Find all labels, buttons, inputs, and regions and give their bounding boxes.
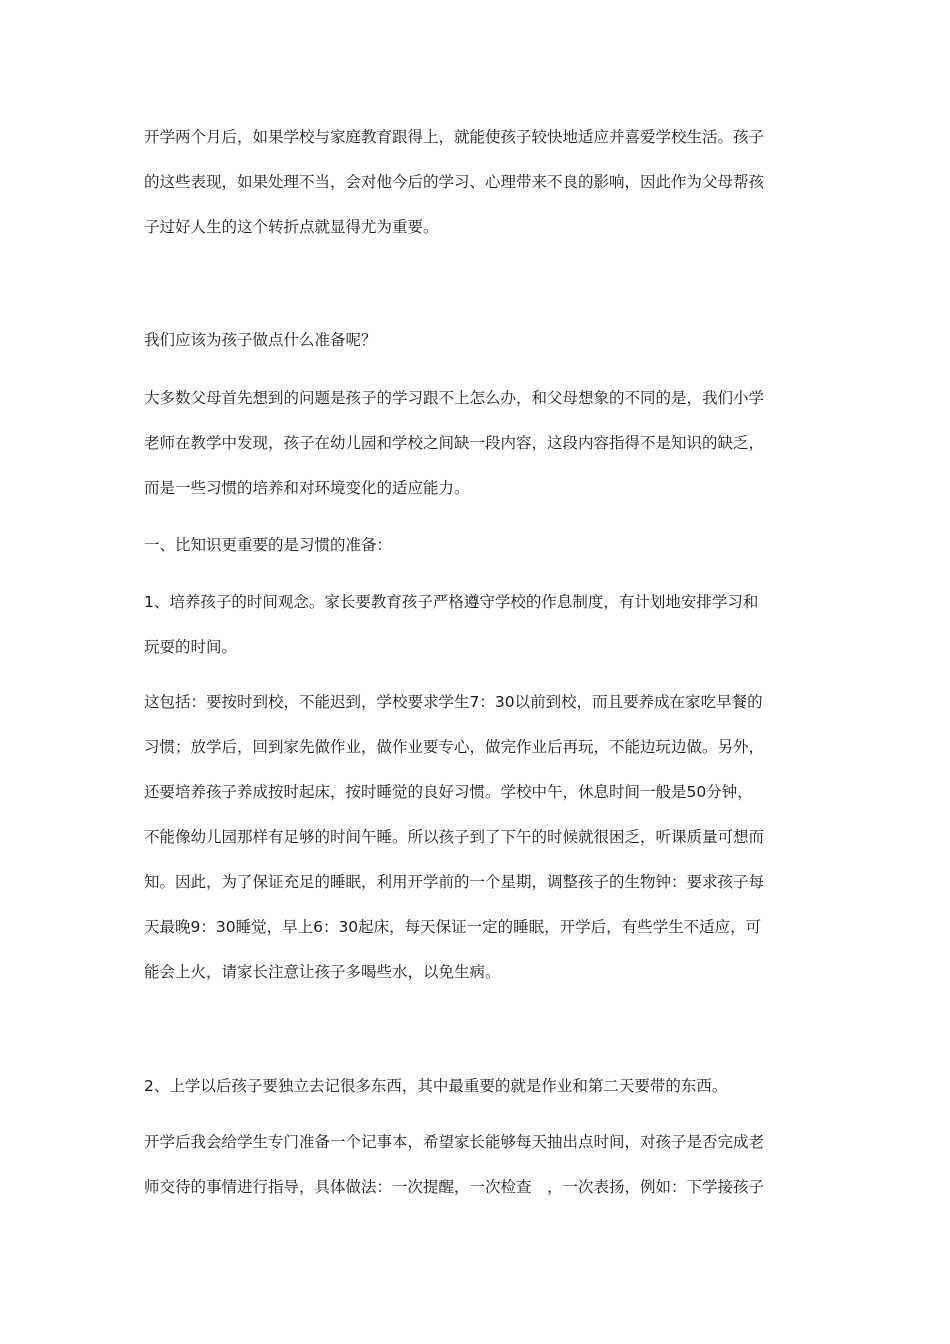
intro-paragraph [144, 115, 812, 250]
item-1-details-paragraph [144, 680, 812, 995]
section-heading [144, 530, 812, 560]
question-paragraph [144, 325, 812, 355]
text-line: 还要培养孩子养成按时起床，按时睡觉的良好习惯。学校中午，休息时间一般是50分钟， [144, 783, 753, 801]
text-line: 子过好人生的这个转折点就显得尤为重要。 [144, 218, 439, 236]
text-line: 习惯；放学后，回到家先做作业，做作业要专心，做完作业后再玩，不能边玩边做。另外， [144, 738, 765, 756]
text-line: 不能像幼儿园那样有足够的时间午睡。所以孩子到了下午的时候就很困乏，听课质量可想而 [144, 828, 765, 846]
text-line: 2、上学以后孩子要独立去记很多东西，其中最重要的就是作业和第二天要带的东西。 [144, 1077, 728, 1095]
text-line: 1、培养孩子的时间观念。家长要教育孩子严格遵守学校的作息制度，有计划地安排学习和 [144, 593, 759, 611]
text-line: 能会上火，请家长注意让孩子多喝些水，以免生病。 [144, 963, 501, 981]
item-2-paragraph [144, 1071, 812, 1101]
text-line: 玩耍的时间。 [144, 638, 238, 656]
text-line: 开学两个月后，如果学校与家庭教育跟得上，就能使孩子较快地适应并喜爱学校生活。孩子 [144, 128, 765, 146]
item-1-paragraph [144, 580, 812, 670]
text-line: 师交待的事情进行指导，具体做法：一次提醒，一次检查 ，一次表扬，例如：下学接孩子 [144, 1178, 765, 1196]
body-paragraph [144, 376, 812, 511]
text-line: 大多数父母首先想到的问题是孩子的学习跟不上怎么办，和父母想象的不同的是，我们小学 [144, 389, 765, 407]
text-line: 开学后我会给学生专门准备一个记事本，希望家长能够每天抽出点时间，对孩子是否完成老 [144, 1133, 765, 1151]
text-line: 天最晚9：30睡觉，早上6：30起床，每天保证一定的睡眠，开学后，有些学生不适应，可 [144, 918, 762, 936]
text-line: 我们应该为孩子做点什么准备呢？ [144, 331, 377, 349]
text-line: 老师在教学中发现，孩子在幼儿园和学校之间缺一段内容，这段内容指得不是知识的缺乏， [144, 434, 765, 452]
text-line: 这包括：要按时到校，不能迟到，学校要求学生7：30以前到校，而且要养成在家吃早餐的 [144, 693, 763, 711]
text-line: 而是一些习惯的培养和对环境变化的适应能力。 [144, 479, 470, 497]
text-line: 知。因此，为了保证充足的睡眠，利用开学前的一个星期，调整孩子的生物钟：要求孩子每 [144, 873, 765, 891]
text-line: 的这些表现，如果处理不当，会对他今后的学习、心理带来不良的影响，因此作为父母帮孩 [144, 173, 765, 191]
item-2-details-paragraph [144, 1120, 812, 1210]
text-line: 一、比知识更重要的是习惯的准备： [144, 536, 393, 554]
